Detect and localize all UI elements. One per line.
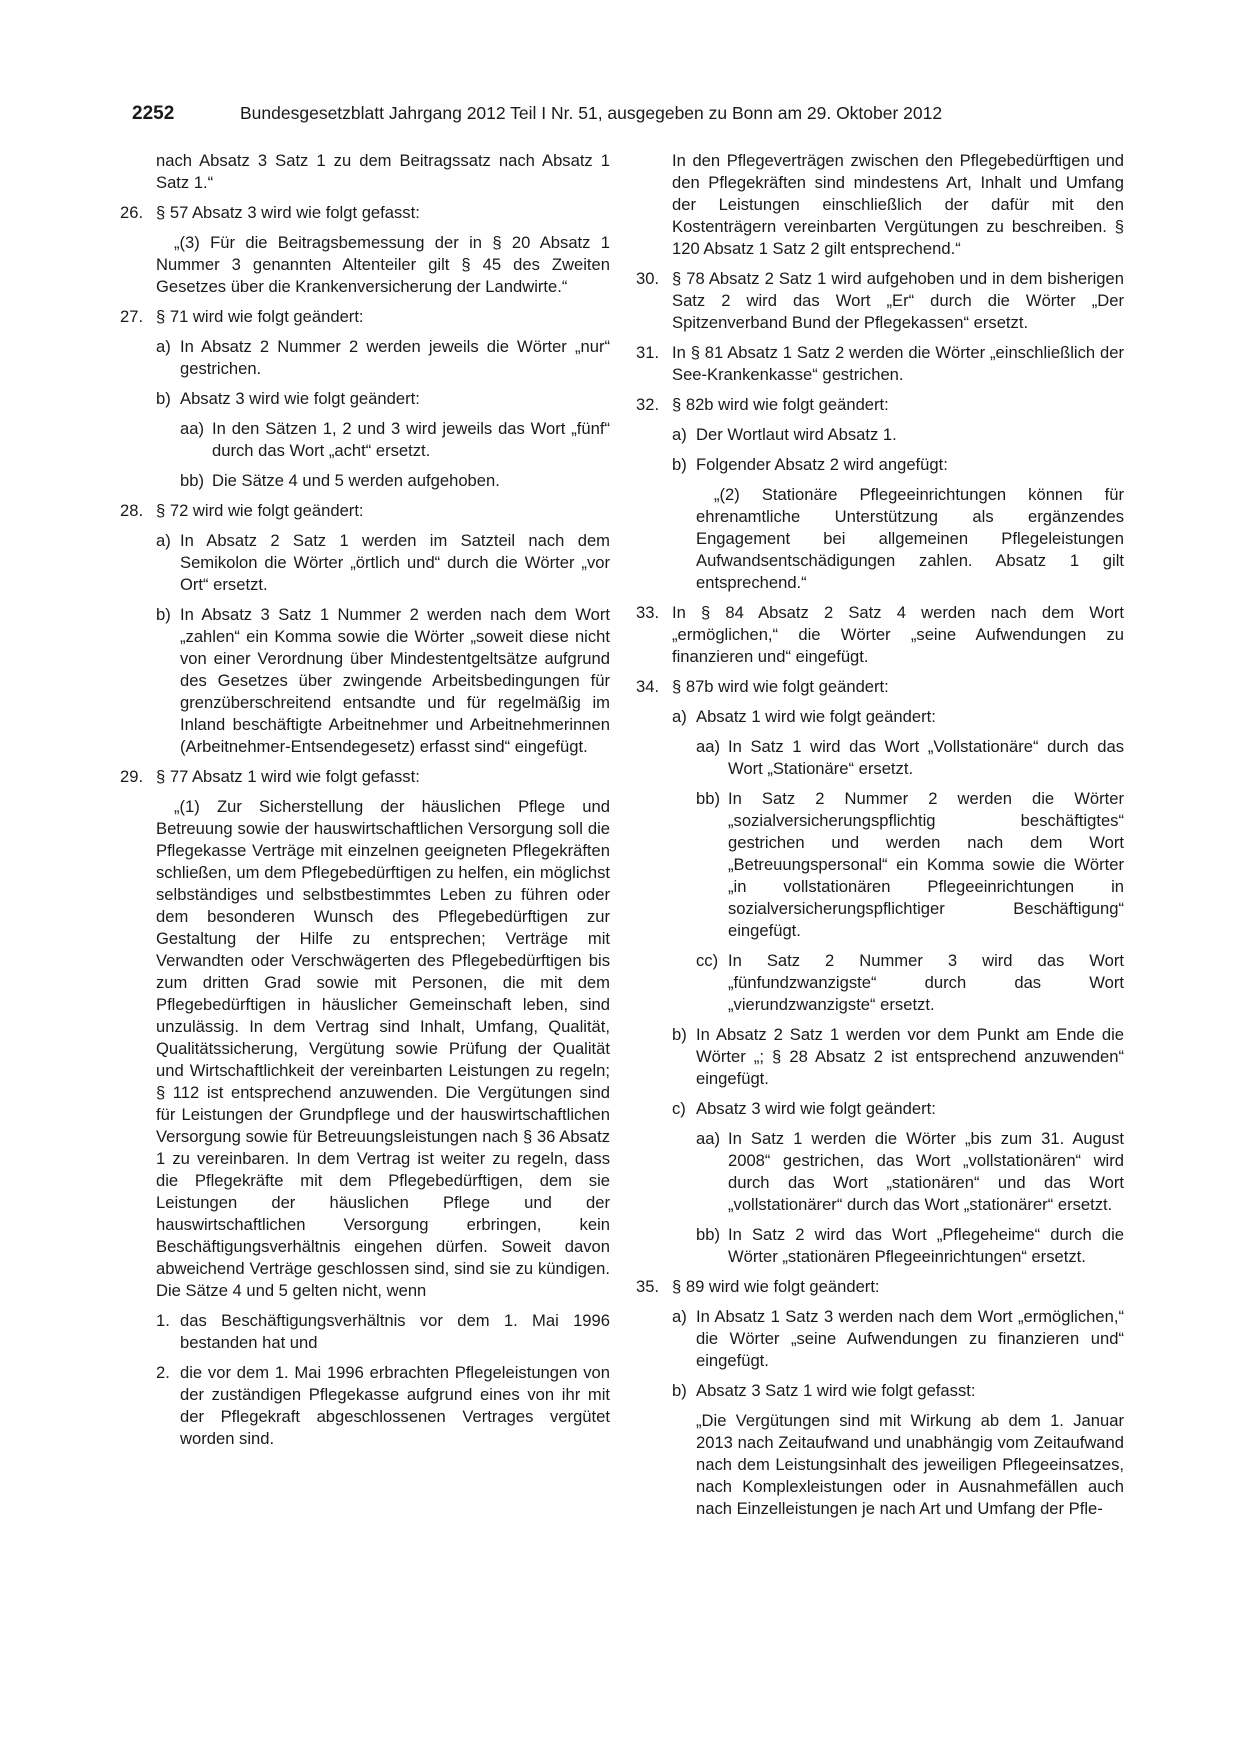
item-32a (672, 424, 1124, 446)
item-text: § 78 Absatz 2 Satz 1 wird aufgehoben und in dem bisherigen Satz 2 wird das Wort „Er“ durch die Wörter „Der Spitzenverband Bund der Pflegekassen“ ersetzt. (672, 269, 1124, 332)
item-text: § 82b wird wie folgt geändert: (672, 395, 889, 414)
item-text: § 77 Absatz 1 wird wie folgt gefasst: (156, 767, 420, 786)
item-text: § 89 wird wie folgt geändert: (672, 1277, 880, 1296)
item-text: § 71 wird wie folgt geändert: (156, 307, 364, 326)
item-text: In Absatz 3 Satz 1 Nummer 2 werden nach dem Wort „zahlen“ ein Komma sowie die Wörter „soweit diese nicht von einer Verordnung über Mindestentgeltsätze aufgrund des Gesetzes über zwingende Arbeitsbedingungen für grenzüberschreitend entsandte und für regelmäßig im Inland beschäftigte Arbeitnehmer und Arbeitnehmerinnen (Arbeitnehmer-Entsendegesetz) erfasst sind“ eingefügt. (180, 605, 610, 756)
item-text: In Absatz 2 Satz 1 werden vor dem Punkt am Ende die Wörter „; § 28 Absatz 2 ist entsprechend anzuwenden“ eingefügt. (696, 1025, 1124, 1088)
item-34a-aa (696, 736, 1124, 780)
item-number: 32. (636, 395, 660, 414)
item-text: § 72 wird wie folgt geändert: (156, 501, 364, 520)
item-letter: a) (672, 707, 687, 726)
item-27a (156, 336, 610, 380)
item-letter: a) (156, 337, 171, 356)
item-27b-bb (180, 470, 610, 492)
continued-paragraph: nach Absatz 3 Satz 1 zu dem Beitragssatz nach Absatz 1 Satz 1.“ (156, 151, 610, 192)
item-text: In Satz 1 wird das Wort „Vollstationäre“ durch das Wort „Stationäre“ ersetzt. (728, 737, 1124, 778)
item-35b (672, 1380, 1124, 1402)
item-text: In Absatz 2 Nummer 2 werden jeweils die Wörter „nur“ gestrichen. (180, 337, 610, 378)
item-34c-aa (696, 1128, 1124, 1216)
item-32 (636, 394, 1124, 416)
item-number: 35. (636, 1277, 660, 1296)
item-26 (120, 202, 610, 224)
item-34a-cc (696, 950, 1124, 1016)
left-column (120, 150, 610, 1458)
item-number: 31. (636, 343, 660, 362)
item-29-1 (156, 1310, 610, 1354)
item-letter: b) (672, 455, 687, 474)
item-number: 33. (636, 603, 660, 622)
quoted-text: „Die Vergütungen sind mit Wirkung ab dem 1. Januar 2013 nach Zeitaufwand und unabhängig vom Zeitaufwand nach dem Leistungsinhalt des jeweiligen Pflegeeinsatzes, nach Komplexleistungen oder in Ausnahmefällen auch nach Einzelleistungen je nach Art und Umfang der Pfle- (696, 1411, 1124, 1518)
item-sub-letter: bb) (696, 1225, 720, 1244)
item-28 (120, 500, 610, 522)
item-text: § 87b wird wie folgt geändert: (672, 677, 889, 696)
item-34a (672, 706, 1124, 728)
item-29 (120, 766, 610, 788)
item-letter: c) (672, 1099, 686, 1118)
item-text: In Absatz 2 Satz 1 werden im Satzteil nach dem Semikolon die Wörter „örtlich und“ durch die Wörter „vor Ort“ ersetzt. (180, 531, 610, 594)
quoted-text: „(1) Zur Sicherstellung der häuslichen Pflege und Betreuung sowie der hauswirtschaftlichen Versorgung soll die Pflegekasse Verträge mit einzelnen geeigneten Pflegekräften schließen, um dem Pflegebedürftigen zu helfen, ein möglichst selbständiges und selbstbestimmtes Leben zu führen oder dem besonderen Wunsch des Pflegebedürftigen zur Gestaltung der Hilfe zu entsprechen; Verträge mit Verwandten oder Verschwägerten des Pflegebedürftigen bis zum dritten Grad sowie mit Personen, die mit dem Pflegebedürftigen in häuslicher Gemeinschaft leben, sind unzulässig. In dem Vertrag sind Inhalt, Umfang, Qualität, Qualitätssicherung, Vergütung sowie Prüfung der Qualität und Wirtschaftlichkeit der vereinbarten Leistungen zu regeln; § 112 ist entsprechend anzuwenden. Die Vergütungen sind für Leistungen der Grundpflege und der hauswirtschaftlichen Versorgung sowie für Betreuungsleistungen nach § 36 Absatz 1 zu vereinbaren. In dem Vertrag ist weiter zu regeln, dass die Pflegekräfte mit dem Pflegebedürftigen, dem sie Leistungen der häuslichen Pflege und der hauswirtschaftlichen Versorgung erbringen, kein Beschäftigungsverhältnis eingehen dürfen. Soweit davon abweichend Verträge geschlossen sind, sind sie zu kündigen. Die Sätze 4 und 5 gelten nicht, wenn (156, 797, 610, 1300)
item-text: Absatz 3 wird wie folgt geändert: (696, 1099, 936, 1118)
item-text: Absatz 1 wird wie folgt geändert: (696, 707, 936, 726)
item-27 (120, 306, 610, 328)
page-header (132, 103, 1112, 125)
item-sub-letter: aa) (696, 737, 720, 756)
item-text: In den Sätzen 1, 2 und 3 wird jeweils das Wort „fünf“ durch das Wort „acht“ ersetzt. (212, 419, 610, 460)
right-column (636, 150, 1124, 1528)
item-text: In Satz 2 Nummer 3 wird das Wort „fünfundzwanzigste“ durch das Wort „vierundzwanzigste“ ersetzt. (728, 951, 1124, 1014)
item-29-2 (156, 1362, 610, 1450)
continued-paragraph: In den Pflegeverträgen zwischen den Pflegebedürftigen und den Pflegekräften sind mindestens Art, Inhalt und Umfang der Leistungen einschließlich der dafür mit den Kostenträgern vereinbarten Vergütungen zu beschreiben. § 120 Absatz 1 Satz 2 gilt entsprechend.“ (672, 151, 1124, 258)
item-sub-letter: aa) (180, 419, 204, 438)
item-30 (636, 268, 1124, 334)
item-31 (636, 342, 1124, 386)
item-text: In § 81 Absatz 1 Satz 2 werden die Wörter „einschließlich der See-Krankenkasse“ gestrichen. (672, 343, 1124, 384)
item-letter: a) (672, 425, 687, 444)
item-letter: a) (672, 1307, 687, 1326)
item-number: 28. (120, 501, 144, 520)
item-34c-bb (696, 1224, 1124, 1268)
quoted-text: „(2) Stationäre Pflegeeinrichtungen können für ehrenamtliche Unterstützung als ergänzendes Engagement bei allgemeinen Pflegeleistungen Aufwandsentschädigungen zahlen. Absatz 1 gilt entsprechend.“ (696, 485, 1124, 592)
item-32b (672, 454, 1124, 476)
item-sub-letter: aa) (696, 1129, 720, 1148)
item-text: In Satz 1 werden die Wörter „bis zum 31. August 2008“ gestrichen, das Wort „vollstationären“ wird durch das Wort „stationären“ und das Wort „vollstationärer“ durch das Wort „stationärer“ ersetzt. (728, 1129, 1124, 1214)
item-text: In § 84 Absatz 2 Satz 4 werden nach dem Wort „ermöglichen,“ die Wörter „seine Aufwendungen zu finanzieren und“ eingefügt. (672, 603, 1124, 666)
item-number: 30. (636, 269, 660, 288)
item-27b (156, 388, 610, 410)
item-letter: b) (672, 1381, 687, 1400)
item-letter: b) (672, 1025, 687, 1044)
item-number: 1. (156, 1311, 170, 1330)
item-28b (156, 604, 610, 758)
item-number: 2. (156, 1363, 170, 1382)
item-letter: a) (156, 531, 171, 550)
item-text: das Beschäftigungsverhältnis vor dem 1. Mai 1996 bestanden hat und (180, 1311, 610, 1352)
item-text: § 57 Absatz 3 wird wie folgt gefasst: (156, 203, 420, 222)
item-sub-letter: cc) (696, 951, 719, 970)
item-33 (636, 602, 1124, 668)
item-text: die vor dem 1. Mai 1996 erbrachten Pflegeleistungen von der zuständigen Pflegekasse aufgrund eines von ihr mit der Pflegekraft abgeschlossenen Vertrages vergütet worden sind. (180, 1363, 610, 1448)
item-letter: b) (156, 389, 171, 408)
item-number: 27. (120, 307, 144, 326)
item-sub-letter: bb) (180, 471, 204, 490)
item-number: 34. (636, 677, 660, 696)
item-letter: b) (156, 605, 171, 624)
item-35 (636, 1276, 1124, 1298)
item-34b (672, 1024, 1124, 1090)
page-number: 2252 (132, 103, 175, 124)
item-text: In Absatz 1 Satz 3 werden nach dem Wort „ermöglichen,“ die Wörter „seine Aufwendungen zu finanzieren und“ eingefügt. (696, 1307, 1124, 1370)
item-28a (156, 530, 610, 596)
item-text: Folgender Absatz 2 wird angefügt: (696, 455, 948, 474)
item-27b-aa (180, 418, 610, 462)
item-35a (672, 1306, 1124, 1372)
item-text: Der Wortlaut wird Absatz 1. (696, 425, 897, 444)
item-text: Absatz 3 Satz 1 wird wie folgt gefasst: (696, 1381, 976, 1400)
item-34c (672, 1098, 1124, 1120)
item-text: In Satz 2 wird das Wort „Pflegeheime“ durch die Wörter „stationären Pflegeeinrichtungen“ ersetzt. (728, 1225, 1124, 1266)
item-34a-bb (696, 788, 1124, 942)
item-text: Die Sätze 4 und 5 werden aufgehoben. (212, 471, 500, 490)
item-number: 26. (120, 203, 144, 222)
running-title: Bundesgesetzblatt Jahrgang 2012 Teil I Nr. 51, ausgegeben zu Bonn am 29. Oktober 2012 (240, 103, 943, 123)
item-text: In Satz 2 Nummer 2 werden die Wörter „sozialversicherungspflichtig beschäftigtes“ gestrichen und werden nach dem Wort „Betreuungspersonal“ ein Komma sowie die Wörter „in vollstationären Pflegeeinrichtungen in sozialversicherungspflichtiger Beschäftigung“ eingefügt. (728, 789, 1124, 940)
item-number: 29. (120, 767, 144, 786)
item-text: Absatz 3 wird wie folgt geändert: (180, 389, 420, 408)
item-34 (636, 676, 1124, 698)
item-sub-letter: bb) (696, 789, 720, 808)
quoted-text: „(3) Für die Beitragsbemessung der in § 20 Absatz 1 Nummer 3 genannten Altenteiler gilt § 45 des Zweiten Gesetzes über die Krankenversicherung der Landwirte.“ (156, 233, 610, 296)
